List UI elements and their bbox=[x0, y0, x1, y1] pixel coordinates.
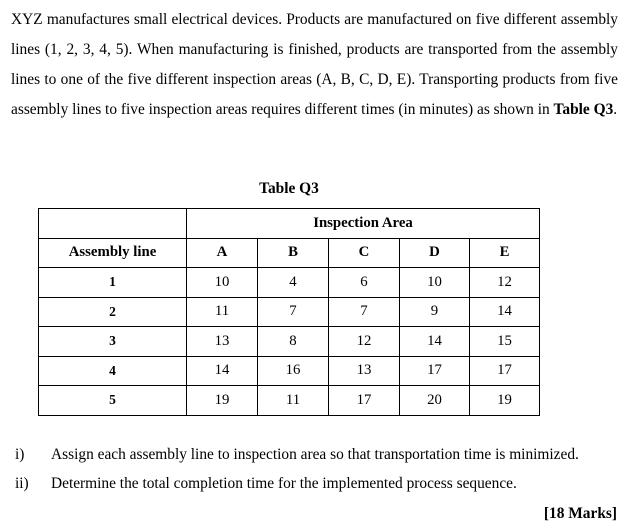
table-cell: 12 bbox=[470, 268, 540, 298]
problem-statement bbox=[11, 5, 618, 125]
table-cell: 10 bbox=[187, 268, 258, 298]
table-cell: 6 bbox=[329, 268, 400, 298]
inspection-area-header: Inspection Area bbox=[187, 209, 540, 239]
table-cell: 13 bbox=[187, 327, 258, 357]
table-cell: 14 bbox=[470, 297, 540, 327]
table-cell: 20 bbox=[400, 386, 470, 416]
table-cell: 15 bbox=[470, 327, 540, 357]
row-label: 3 bbox=[39, 327, 187, 357]
table-row bbox=[39, 386, 540, 416]
table-cell: 9 bbox=[400, 297, 470, 327]
table-cell: 10 bbox=[400, 268, 470, 298]
question-number: i) bbox=[15, 446, 25, 463]
table-cell: 8 bbox=[258, 327, 329, 357]
table-group-header-row bbox=[39, 209, 540, 239]
transport-time-table bbox=[38, 208, 540, 416]
table-row bbox=[39, 356, 540, 386]
table-cell: 14 bbox=[400, 327, 470, 357]
table-cell: 17 bbox=[400, 356, 470, 386]
row-label: 5 bbox=[39, 386, 187, 416]
table-reference: Table Q3 bbox=[553, 101, 614, 118]
row-label: 2 bbox=[39, 297, 187, 327]
table-cell: 17 bbox=[470, 356, 540, 386]
table-corner-cell bbox=[39, 209, 187, 239]
table-cell: 14 bbox=[187, 356, 258, 386]
row-label: 4 bbox=[39, 356, 187, 386]
column-header-c: C bbox=[329, 238, 400, 268]
row-label: 1 bbox=[39, 268, 187, 298]
table-cell: 11 bbox=[258, 386, 329, 416]
intro-text: XYZ manufactures small electrical devices. Products are manufactured on five different assembly lines (1, 2, 3, 4, 5). When manufacturing is finished, products are transported from the assembly lines to one of the five different inspection areas (A, B, C, D, E). Transporting products from five assembly lines to five inspection areas requires different times (in minutes) as shown in bbox=[11, 11, 618, 118]
question-text: Assign each assembly line to inspection area so that transportation time is minimized. bbox=[51, 446, 579, 463]
column-header-d: D bbox=[400, 238, 470, 268]
assembly-line-header: Assembly line bbox=[39, 238, 187, 268]
table-caption: Table Q3 bbox=[259, 180, 319, 197]
table-cell: 17 bbox=[329, 386, 400, 416]
table-row bbox=[39, 297, 540, 327]
marks-label: [18 Marks] bbox=[543, 505, 617, 522]
table-cell: 16 bbox=[258, 356, 329, 386]
table-cell: 19 bbox=[470, 386, 540, 416]
table-cell: 7 bbox=[329, 297, 400, 327]
table-cell: 12 bbox=[329, 327, 400, 357]
table-row bbox=[39, 268, 540, 298]
table-column-header-row bbox=[39, 238, 540, 268]
question-text: Determine the total completion time for the implemented process sequence. bbox=[51, 475, 517, 492]
table-cell: 13 bbox=[329, 356, 400, 386]
table-cell: 11 bbox=[187, 297, 258, 327]
intro-end: . bbox=[613, 101, 618, 118]
column-header-e: E bbox=[470, 238, 540, 268]
table-cell: 19 bbox=[187, 386, 258, 416]
table-row bbox=[39, 327, 540, 357]
column-header-b: B bbox=[258, 238, 329, 268]
column-header-a: A bbox=[187, 238, 258, 268]
question-number: ii) bbox=[15, 475, 29, 492]
table-cell: 4 bbox=[258, 268, 329, 298]
table-cell: 7 bbox=[258, 297, 329, 327]
